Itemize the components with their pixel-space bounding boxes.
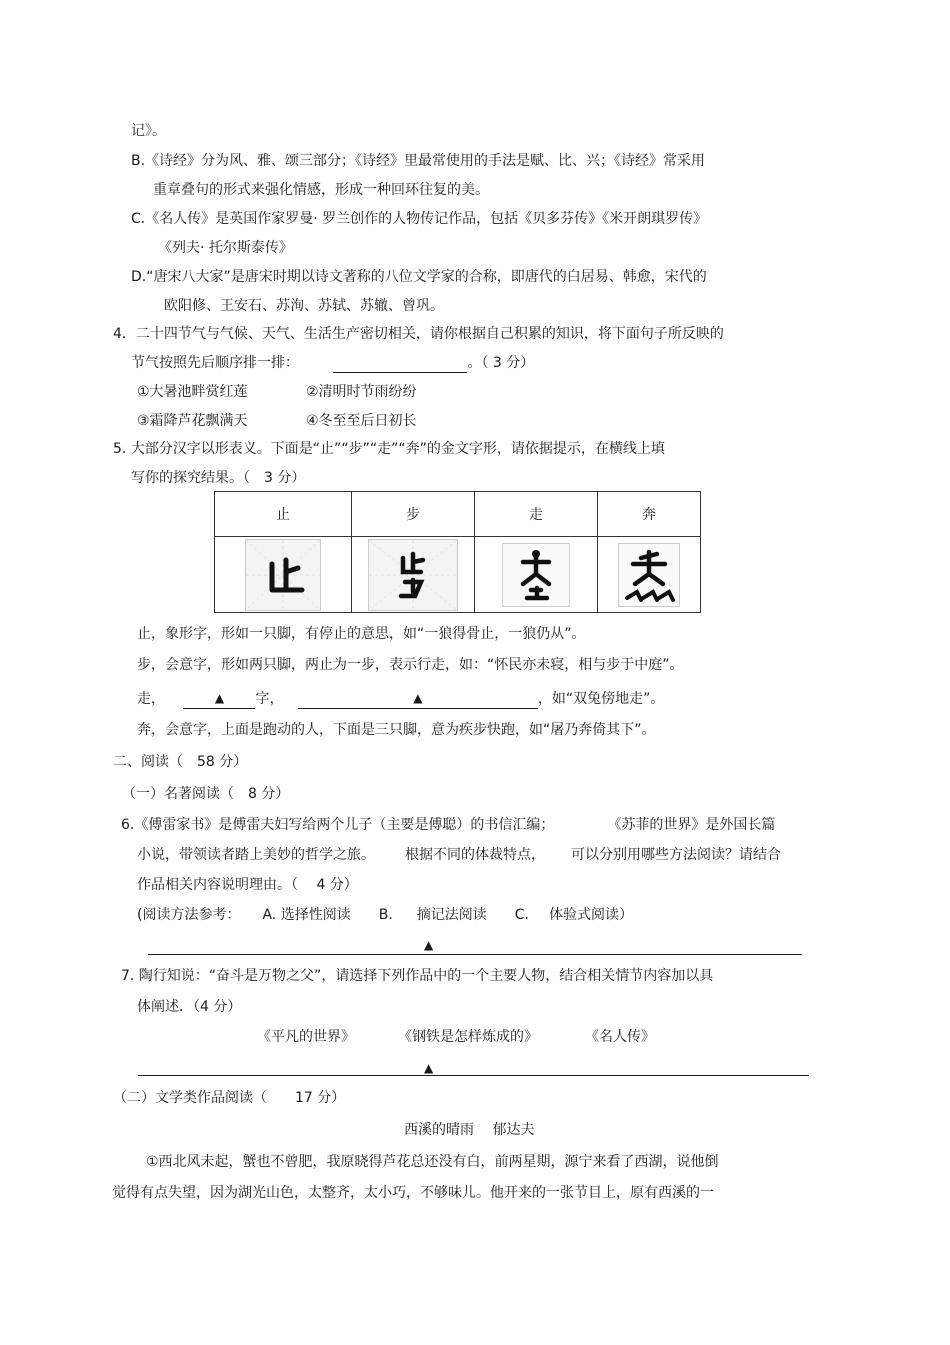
reference-label: (阅读方法参考： [137,907,241,923]
question-6-text-c: 小说，带领读者踏上美妙的哲学之旅。 [137,847,375,863]
bronze-glyph-bu [368,539,458,611]
question-6-cont-1 [137,845,781,865]
work-option-3: 《名人传》 [585,1029,655,1045]
glyph-cell-zhi [215,537,352,613]
question-6-text-d: 根据不同的体裁特点， [405,847,545,863]
option-b-cont: 重章叠句的形式来强化情感，形成一种回环往复的美。 [153,182,489,198]
option-b: B.《诗经》分为风、雅、颂三部分；《诗经》里最常使用的手法是赋、比、兴；《诗经》常采用 [131,153,706,169]
method-b: 摘记法阅读 [416,907,487,923]
question-6-text-e: 可以分别用哪些方法阅读？请结合 [571,847,781,863]
bronze-glyph-zhi [245,539,321,611]
q4-option-4: ④冬至至后日初长 [306,413,417,429]
answer-blank-zou-meaning[interactable] [298,688,538,709]
option-a-tail: 记》。 [131,123,166,139]
answer-marker: ▲ [413,691,423,705]
glyph-cell-bu [352,537,475,613]
glyph-cell-zou [475,537,598,613]
q4-option-3: ③霜降芦花飘满天 [137,413,248,429]
zhi-explanation: 止，象形字，形如一只脚，有停止的意思，如“一狼得骨止，一狼仍从”。 [137,626,586,642]
option-c-cont: 《列夫· 托尔斯泰传》 [158,240,293,256]
zou-label: 走， [137,691,165,707]
question-4: 4．二十四节气与气候、天气、生活生产密切相关，请你根据自己积累的知识，将下面句子所反映的 [113,326,724,342]
zou-zi-label: 字， [255,691,284,707]
work-option-2: 《钢铁是怎样炼成的》 [398,1029,538,1045]
glyph-header-bu: 步 [352,492,475,537]
question-7: 7. 陶行知说：“奋斗是万物之父”，请选择下列作品中的一个主要人物，结合相关情节内容加以具 [121,968,714,984]
question-5: 5. 大部分汉字以形表义。下面是“止”“步”“走”“奔”的金文字形，请依据提示，在横线上填 [113,441,665,457]
option-d: D.“唐宋八大家”是唐宋时期以诗文著称的八位文学家的合称，即唐代的白居易、韩愈，宋代的 [131,269,707,285]
q4-option-1: ①大暑池畔赏红莲 [137,384,248,400]
section-2-heading: 二、阅读（ 58 分） [113,754,248,770]
glyph-cell-ben [598,537,701,613]
essay-title: 西溪的晴雨 郁达夫 [404,1122,535,1138]
answer-blank-zou-type[interactable] [183,688,255,709]
question-4-prompt-text: 节气按照先后顺序排一排： [131,355,299,371]
subsection-2-heading: （二）文学类作品阅读（ 17 分） [113,1090,346,1106]
glyph-header-ben: 奔 [598,492,701,537]
answer-marker-q7: ▲ [424,1061,434,1075]
essay-paragraph-1: ①西北风未起，蟹也不曾肥，我原晓得芦花总还没有白，前两星期，源宁来看了西湖，说他倒 [146,1154,719,1170]
question-6-text-b: 《苏菲的世界》是外国长篇 [614,817,776,833]
answer-marker-q6: ▲ [424,938,434,952]
question-7-cont: 体阐述．（4 分） [137,999,242,1015]
method-c: 体验式阅读） [549,907,633,923]
option-c: C.《名人传》是英国作家罗曼· 罗兰创作的人物传记作品，包括《贝多芬传》《米开朗琪罗传》 [131,211,708,227]
glyph-header-zou: 走 [475,492,598,537]
question-6 [121,815,775,835]
glyph-table [214,491,701,613]
glyph-header-zhi: 止 [215,492,352,537]
work-option-1: 《平凡的世界》 [257,1029,355,1045]
question-4-prompt [131,353,534,373]
zou-explanation [137,688,664,709]
option-d-cont: 欧阳修、王安石、苏洵、苏轼、苏辙、曾巩。 [164,298,444,314]
answer-marker: ▲ [214,691,225,705]
zou-example: ，如“双兔傍地走”。 [537,691,665,707]
question-6-cont-2: 作品相关内容说明理由。（ 4 分） [137,877,358,893]
question-5-cont: 写你的探究结果。（ 3 分） [131,470,306,486]
method-b-letter: B. [378,907,393,923]
reading-method-reference [137,905,633,925]
bu-explanation: 步，会意字，形如两只脚，两止为一步，表示行走，如：“怀民亦未寝，相与步于中庭”。 [137,657,684,673]
answer-line-q7[interactable] [138,1075,809,1076]
answer-line-q6[interactable] [148,954,802,955]
essay-paragraph-1-cont: 觉得有点失望，因为湖光山色，太整齐，太小巧，不够味儿。他开来的一张节目上，原有西溪的一 [112,1185,714,1201]
bronze-glyph-zou [502,543,570,607]
method-c-letter: C. [514,907,529,923]
method-a: A. 选择性阅读 [262,907,351,923]
question-6-text: 6.《傅雷家书》是傅雷夫妇写给两个儿子（主要是傅聪）的书信汇编； [121,817,555,833]
question-4-points: 。（ 3 分） [467,355,535,371]
subsection-1-heading: （一）名著阅读（ 8 分） [122,786,290,802]
answer-blank-q4[interactable] [333,354,467,373]
q4-option-2: ②清明时节雨纷纷 [306,384,417,400]
bronze-glyph-ben [618,543,680,607]
ben-explanation: 奔，会意字，上面是跑动的人，下面是三只脚，意为疾步快跑，如“屠乃奔倚其下”。 [137,722,656,738]
